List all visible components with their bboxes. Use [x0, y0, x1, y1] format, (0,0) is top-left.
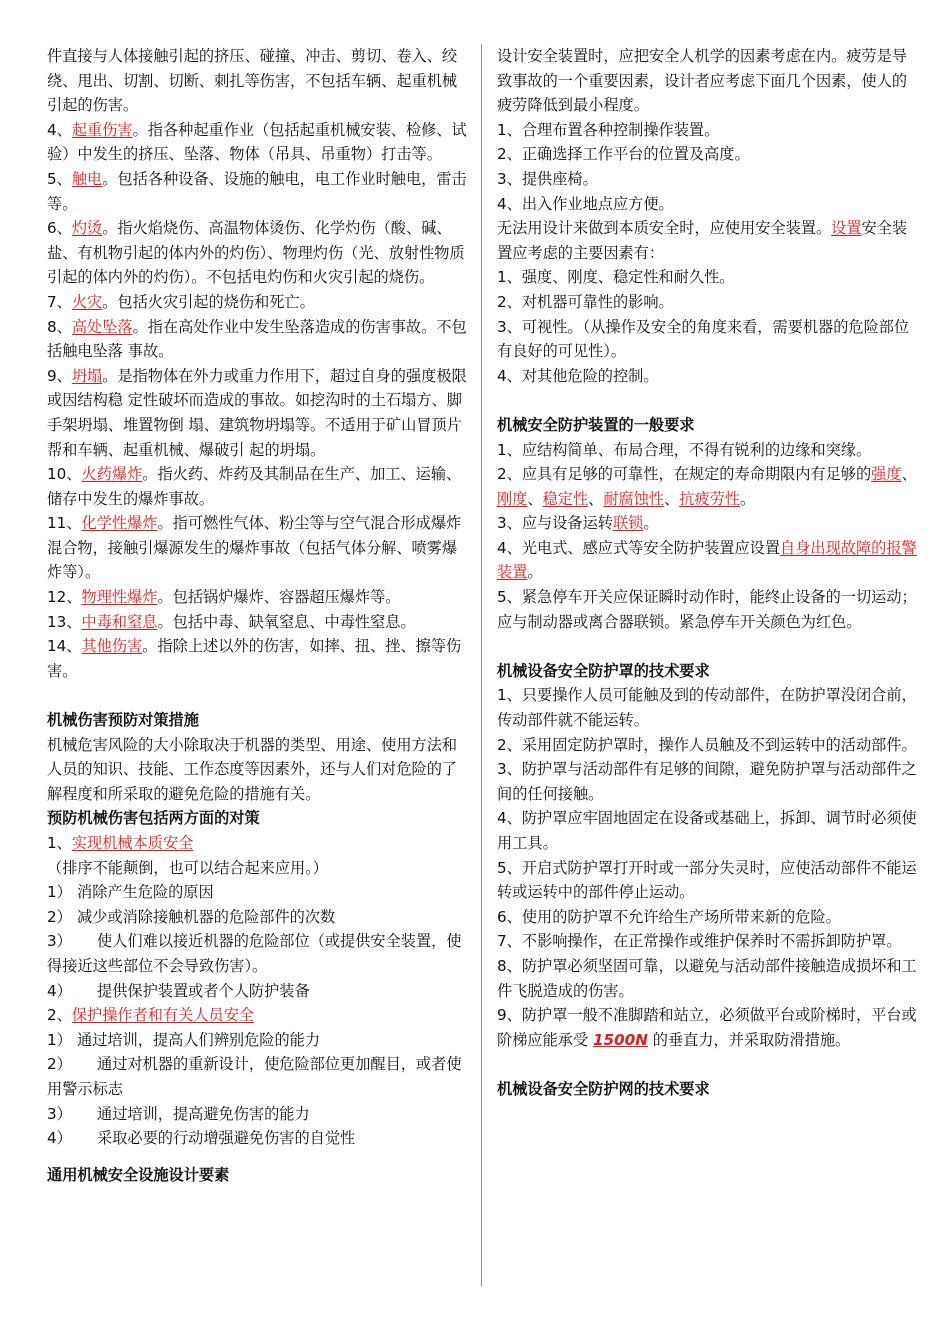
section-heading: 机械伤害预防对策措施	[47, 711, 199, 730]
section-heading: 预防机械伤害包括两方面的对策	[47, 809, 260, 828]
list-item: 2、应具有足够的可靠性，在规定的寿命期限内有足够的强度、刚度、稳定性、耐腐蚀性、抗疲劳性。	[497, 465, 917, 508]
sub-item: 2） 通过对机器的重新设计，使危险部位更加醒目，或者使用警示标志	[47, 1055, 462, 1098]
sub-item: 3） 通过培训，提高避免伤害的能力	[47, 1104, 310, 1123]
list-item: 7、火灾。包括火灾引起的烧伤和死亡。	[47, 292, 315, 311]
list-item: 6、灼烫。指火焰烧伤、高温物体烫伤、化学灼伤（酸、碱、盐、有机物引起的体内外的灼伤）、物理灼伤（光、放射性物质引起的体内外的灼伤）。不包括电灼伤和火灾引起的烧伤。	[47, 219, 465, 287]
list-item: 13、中毒和窒息。包括中毒、缺氧窒息、中毒性窒息。	[47, 612, 416, 631]
list-item: 4、对其他危险的控制。	[497, 366, 659, 385]
list-item: 3、防护罩与活动部件有足够的间隙，避免防护罩与活动部件之间的任何接触。	[497, 760, 917, 803]
list-item: 1、只要操作人员可能触及到的传动部件，在防护罩没闭合前，传动部件就不能运转。	[497, 686, 917, 730]
list-item: 7、不影响操作，在正常操作或维护保养时不需拆卸防护罩。	[497, 932, 902, 951]
list-item: 2、对机器可靠性的影响。	[497, 292, 674, 311]
list-item: 3、应与设备运转联锁。	[497, 514, 659, 533]
list-item: 1、应结构简单、布局合理，不得有锐利的边缘和突缘。	[497, 440, 872, 459]
list-item: 14、其他伤害。指除上述以外的伤害，如摔、扭、挫、擦等伤害。	[47, 637, 462, 680]
list-item: 4、出入作业地点应方便。	[497, 194, 674, 213]
section-paragraph: 机械危害风险的大小除取决于机器的类型、用途、使用方法和人员的知识、技能、工作态度等因素外，还与人们对危险的了解程度和所采取的避免危险的措施有关。	[47, 735, 458, 803]
section-heading: 机械设备安全防护罩的技术要求	[497, 661, 710, 680]
column-divider	[481, 44, 482, 1286]
sub-item: 3） 使人们难以接近机器的危险部位（或提供安全装置，使得接近这些部位不会导致伤害）。	[47, 932, 462, 975]
sub-item: 4） 采取必要的行动增强避免伤害的自觉性	[47, 1129, 356, 1148]
list-item: 2、保护操作者和有关人员安全	[47, 1006, 255, 1025]
injury-type-list	[47, 118, 467, 684]
list-item: 4、起重伤害。指各种起重作业（包括起重机械安装、检修、试验）中发生的挤压、坠落、物体（吊具、吊重物）打击等。	[47, 120, 467, 164]
section-heading: 机械安全防护装置的一般要求	[497, 415, 695, 434]
intro-paragraph: 设计安全装置时，应把安全人机学的因素考虑在内。疲劳是导致事故的一个重要因素，设计者应考虑下面几个因素，使人的疲劳降低到最小程度。	[497, 47, 908, 115]
list-item: 2、采用固定防护罩时，操作人员触及不到运转中的活动部件。	[497, 735, 917, 754]
sub-item: 4） 提供保护装置或者个人防护装备	[47, 981, 310, 1000]
list-item: 5、紧急停车开关应保证瞬时动作时，能终止设备的一切运动；应与制动器或离合器联锁。紧急停车开关颜色为红色。	[497, 588, 917, 631]
list-item: 9、防护罩一般不准脚踏和站立，必须做平台或阶梯时，平台或阶梯应能承受 1500N 的垂直力，并采取防滑措施。	[497, 1006, 917, 1049]
sub-item: 1） 通过培训，提高人们辨别危险的能力	[47, 1030, 320, 1049]
list-item: 1、实现机械本质安全（排序不能颠倒，也可以结合起来应用。）	[47, 834, 328, 877]
sub-item: 2） 减少或消除接触机器的危险部件的次数	[47, 907, 336, 926]
left-column	[47, 44, 467, 1187]
list-item: 2、正确选择工作平台的位置及高度。	[497, 145, 750, 164]
list-item: 3、提供座椅。	[497, 169, 598, 188]
list-item: 1、强度、刚度、稳定性和耐久性。	[497, 268, 735, 287]
list-item: 6、使用的防护罩不允许给生产场所带来新的危险。	[497, 907, 841, 926]
section-paragraph: 无法用设计来做到本质安全时，应使用安全装置。设置安全装置应考虑的主要因素有：	[497, 219, 908, 262]
list-item: 9、坍塌。是指物体在外力或重力作用下，超过自身的强度极限或因结构稳 定性破坏而造成的事故。如挖沟时的土石塌方、脚手架坍塌、堆置物倒 塌、建筑物坍塌等。不适用于矿山冒顶片帮和车辆、起重机械、爆破引 起的坍塌。	[47, 366, 467, 459]
right-column	[497, 44, 919, 1102]
section-heading: 通用机械安全设施设计要素	[47, 1165, 230, 1184]
list-item: 5、触电。包括各种设备、设施的触电，电工作业时触电，雷击等。	[47, 169, 467, 213]
intro-paragraph: 件直接与人体接触引起的挤压、碰撞、冲击、剪切、卷入、绞绕、甩出、切割、切断、刺扎等伤害，不包括车辆、起重机械引起的伤害。	[47, 47, 458, 115]
list-item: 11、化学性爆炸。指可燃性气体、粉尘等与空气混合形成爆炸混合物，接触引爆源发生的爆炸事故（包括气体分解、喷雾爆炸等）。	[47, 514, 462, 582]
force-value: 1500N	[592, 1030, 648, 1049]
list-item: 4、防护罩应牢固地固定在设备或基础上，拆卸、调节时必须使用工具。	[497, 809, 917, 852]
list-item: 1、合理布置各种控制操作装置。	[497, 120, 720, 139]
list-item: 4、光电式、感应式等安全防护装置应设置自身出现故障的报警装置。	[497, 538, 917, 582]
sub-item: 1） 消除产生危险的原因	[47, 883, 214, 902]
list-item: 12、物理性爆炸。包括锅炉爆炸、容器超压爆炸等。	[47, 588, 401, 607]
list-item: 8、高处坠落。指在高处作业中发生坠落造成的伤害事故。不包括触电坠落 事故。	[47, 317, 467, 361]
list-item: 5、开启式防护罩打开时或一部分失灵时，应使活动部件不能运转或运转中的部件停止运动。	[497, 858, 917, 902]
section-heading: 机械设备安全防护网的技术要求	[497, 1079, 710, 1098]
list-item: 3、可视性。（从操作及安全的角度来看，需要机器的危险部位有良好的可见性）。	[497, 317, 910, 361]
list-item: 10、火药爆炸。指火药、炸药及其制品在生产、加工、运输、储存中发生的爆炸事故。	[47, 465, 462, 508]
list-item: 8、防护罩必须坚固可靠，以避免与活动部件接触造成损坏和工件飞脱造成的伤害。	[497, 956, 917, 1000]
